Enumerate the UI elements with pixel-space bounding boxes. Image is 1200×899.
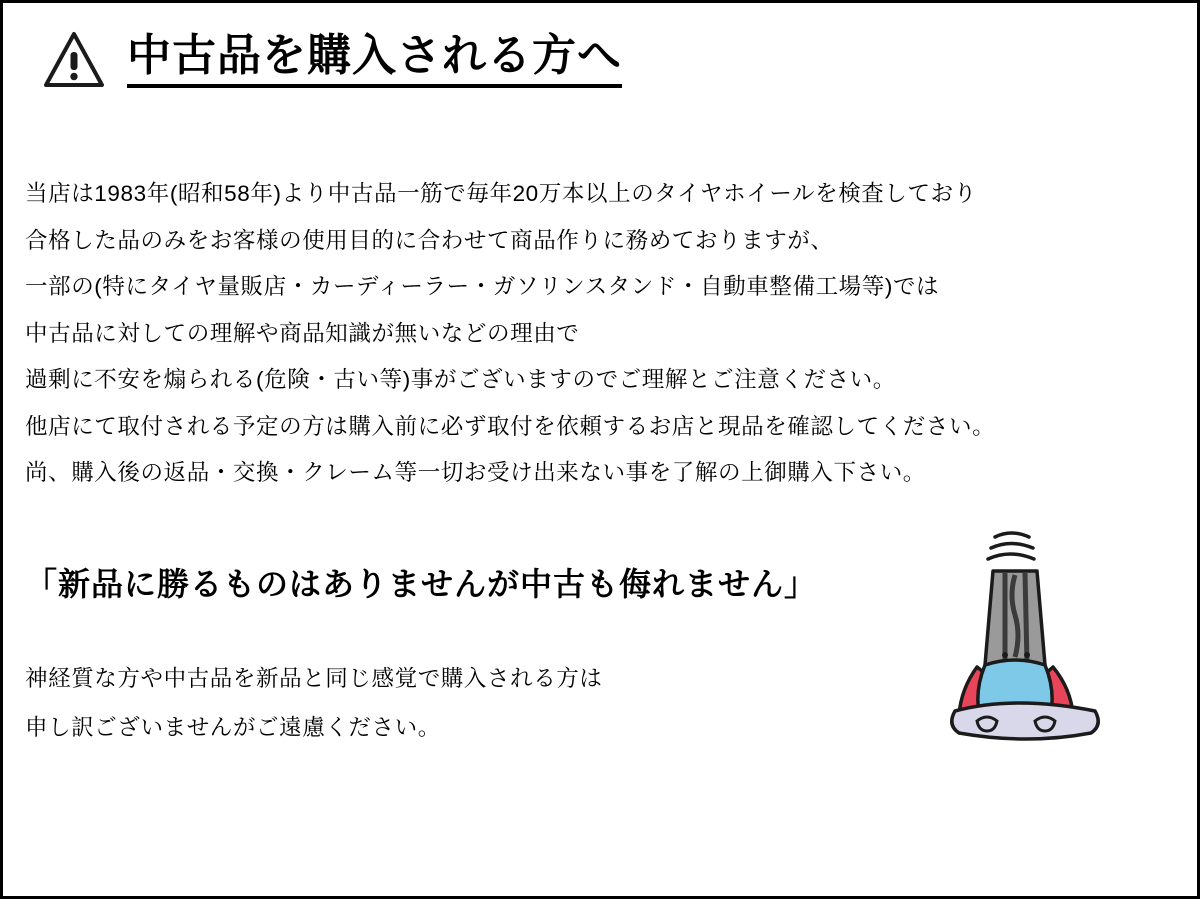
notice-line: 尚、購入後の返品・交換・クレーム等一切お受け出来ない事を了解の上御購入下さい。 (25, 460, 926, 485)
highlight-quote: 「新品に勝るものはありませんが中古も侮れません」 (25, 566, 818, 602)
notice-line: 中古品に対しての理解や商品知識が無いなどの理由で (25, 320, 580, 346)
page-title: 中古品を購入される方へ (127, 32, 622, 87)
notice-line: 一部の(特にタイヤ量販店・カーディーラー・ガソリンスタンド・自動車整備工場等)では (25, 274, 940, 299)
tire-character-bowing-illustration (933, 515, 1143, 745)
notice-line: 当店は1983年(昭和58年)より中古品一筋で毎年20万本以上のタイヤホイールを検査しており (25, 181, 977, 206)
notice-line: 合格した品のみをお客様の使用目的に合わせて商品作りに務めておりますが、 (25, 227, 834, 253)
warning-triangle-icon (43, 31, 105, 89)
footer-line: 申し訳ございませんがご遠慮ください。 (25, 714, 441, 740)
notice-body (25, 183, 1145, 509)
notice-line: 過剰に不安を煽られる(危険・古い等)事がございますのでご理解とご注意ください。 (25, 367, 896, 392)
notice-footer (25, 668, 925, 765)
page-header (43, 31, 622, 89)
notice-line: 他店にて取付される予定の方は購入前に必ず取付を依頼するお店と現品を確認してください。 (25, 413, 996, 439)
footer-line: 神経質な方や中古品を新品と同じ感覚で購入される方は (25, 666, 603, 691)
